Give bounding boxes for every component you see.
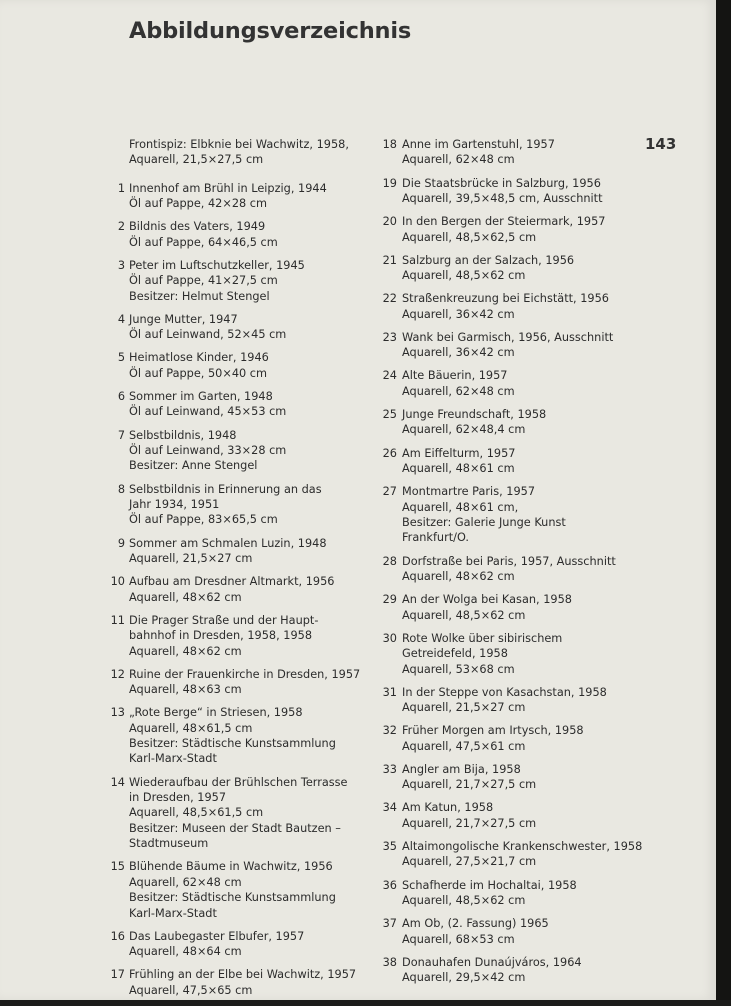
entry-line: Aquarell, 21,5×27,5 cm xyxy=(129,153,264,167)
list-item xyxy=(370,176,640,207)
entry-number: 31 xyxy=(382,685,397,699)
list-item xyxy=(104,389,366,420)
list-item xyxy=(104,312,366,343)
entry-line: Besitzer: Galerie Junge Kunst xyxy=(402,515,566,529)
entry-line: Aquarell, 48×64 cm xyxy=(129,945,242,959)
entry-line: In den Bergen der Steiermark, 1957 xyxy=(402,215,606,229)
entry-line: Aquarell, 62×48 cm xyxy=(129,875,242,889)
entry-line: Aufbau am Dresdner Altmarkt, 1956 xyxy=(129,575,335,589)
entry-number: 25 xyxy=(382,408,397,422)
list-item xyxy=(104,428,366,474)
entry-line: Früher Morgen am Irtysch, 1958 xyxy=(402,724,584,738)
entry-number: 38 xyxy=(382,955,397,969)
entry-number: 36 xyxy=(382,878,397,892)
entry-number: 15 xyxy=(110,860,125,874)
left-entry-list xyxy=(104,181,366,998)
entry-line: Besitzer: Museen der Stadt Bautzen – xyxy=(129,821,341,835)
entry-number: 7 xyxy=(117,428,125,442)
entry-line: Donauhafen Dunaújváros, 1964 xyxy=(402,955,582,969)
entry-line: Altaimongolische Krankenschwester, 1958 xyxy=(402,840,643,853)
entry-line: Aquarell, 48,5×62,5 cm xyxy=(402,230,537,244)
list-item xyxy=(104,350,366,381)
entry-line: Öl auf Pappe, 83×65,5 cm xyxy=(129,513,278,527)
entry-line: Peter im Luftschutzkeller, 1945 xyxy=(129,258,305,272)
list-item xyxy=(370,214,640,245)
page-edge xyxy=(716,0,731,1000)
entry-line: Selbstbildnis, 1948 xyxy=(129,428,237,442)
entry-number: 37 xyxy=(382,917,397,931)
entry-number: 24 xyxy=(382,369,397,383)
entry-line: Wiederaufbau der Brühlschen Terrasse xyxy=(129,775,348,789)
list-item xyxy=(370,330,640,361)
list-item xyxy=(370,916,640,947)
list-item xyxy=(104,482,366,528)
entry-line: Öl auf Pappe, 64×46,5 cm xyxy=(129,235,278,249)
entry-line: Getreidefeld, 1958 xyxy=(402,647,508,661)
list-item xyxy=(370,592,640,623)
entry-number: 33 xyxy=(382,762,397,776)
entry-line: Heimatlose Kinder, 1946 xyxy=(129,351,269,365)
entry-line: Aquarell, 39,5×48,5 cm, Ausschnitt xyxy=(402,191,603,205)
entry-line: Aquarell, 68×53 cm xyxy=(402,932,515,946)
entry-number: 4 xyxy=(117,312,125,326)
list-item xyxy=(370,631,640,677)
entry-line: Innenhof am Brühl in Leipzig, 1944 xyxy=(129,181,327,195)
entry-line: An der Wolga bei Kasan, 1958 xyxy=(402,593,572,607)
entry-number: 19 xyxy=(382,176,397,190)
page-number: 143 xyxy=(645,135,677,153)
list-item xyxy=(104,859,366,921)
entry-line: Straßenkreuzung bei Eichstätt, 1956 xyxy=(402,292,609,306)
list-item xyxy=(370,253,640,284)
entry-line: In der Steppe von Kasachstan, 1958 xyxy=(402,685,607,699)
entry-line: Aquarell, 48×63 cm xyxy=(129,683,242,697)
list-item xyxy=(370,762,640,793)
list-item xyxy=(370,407,640,438)
entry-line: Frühling an der Elbe bei Wachwitz, 1957 xyxy=(129,968,357,982)
entry-line: Aquarell, 48,5×62 cm xyxy=(402,893,526,907)
entry-line: Öl auf Pappe, 41×27,5 cm xyxy=(129,274,278,288)
entry-line: Aquarell, 29,5×42 cm xyxy=(402,971,526,985)
entry-line: Öl auf Pappe, 42×28 cm xyxy=(129,197,267,211)
entry-line: Angler am Bija, 1958 xyxy=(402,762,521,776)
entry-line: Die Staatsbrücke in Salzburg, 1956 xyxy=(402,176,601,190)
entry-line: Aquarell, 47,5×65 cm xyxy=(129,983,253,997)
entry-number: 3 xyxy=(117,258,125,272)
entry-number: 5 xyxy=(117,351,125,365)
frontispiece-entry xyxy=(104,137,366,168)
list-item xyxy=(370,800,640,831)
entry-line: Ruine der Frauenkirche in Dresden, 1957 xyxy=(129,667,361,681)
list-item xyxy=(370,554,640,585)
entry-line: Am Eiffelturm, 1957 xyxy=(402,446,516,460)
list-item xyxy=(370,839,643,870)
entry-line: Bildnis des Vaters, 1949 xyxy=(129,220,266,234)
entry-line: Aquarell, 48×61 cm, xyxy=(402,500,519,514)
entry-line: Öl auf Pappe, 50×40 cm xyxy=(129,366,267,380)
entry-line: Am Katun, 1958 xyxy=(402,801,494,815)
entry-line: Karl-Marx-Stadt xyxy=(129,906,217,920)
entry-number: 22 xyxy=(382,292,397,306)
entry-line: Aquarell, 21,7×27,5 cm xyxy=(402,816,537,830)
entry-line: Aquarell, 62×48 cm xyxy=(402,384,515,398)
entry-number: 29 xyxy=(382,593,397,607)
page-title: Abbildungsverzeichnis xyxy=(129,18,412,44)
list-item xyxy=(370,723,640,754)
entry-line: Aquarell, 47,5×61 cm xyxy=(402,739,526,753)
entry-number: 6 xyxy=(117,390,125,404)
entry-line: Aquarell, 48×62 cm xyxy=(402,569,515,583)
entry-line: Junge Freundschaft, 1958 xyxy=(402,408,547,422)
entry-line: Rote Wolke über sibirischem xyxy=(402,631,563,645)
entry-number: 27 xyxy=(382,485,397,499)
entry-number: 8 xyxy=(117,482,125,496)
entry-line: Aquarell, 36×42 cm xyxy=(402,346,515,360)
entry-number: 11 xyxy=(110,613,125,627)
entry-line: Anne im Gartenstuhl, 1957 xyxy=(402,138,555,151)
entry-line: Junge Mutter, 1947 xyxy=(129,312,238,326)
entry-line: Aquarell, 27,5×21,7 cm xyxy=(402,855,537,869)
entry-line: Jahr 1934, 1951 xyxy=(129,498,220,511)
entry-line: Aquarell, 48×61,5 cm xyxy=(129,721,253,735)
entry-number: 21 xyxy=(382,253,397,267)
entry-line: Selbstbildnis in Erinnerung an das xyxy=(129,482,322,496)
entry-line: Aquarell, 62×48 cm xyxy=(402,153,515,167)
list-item xyxy=(104,705,366,767)
entry-line: Aquarell, 21,5×27 cm xyxy=(402,701,526,715)
entry-line: bahnhof in Dresden, 1958, 1958 xyxy=(129,629,313,643)
entry-number: 20 xyxy=(382,215,397,229)
list-item xyxy=(370,291,640,322)
list-item xyxy=(370,484,640,546)
entry-line: Aquarell, 48,5×61,5 cm xyxy=(129,806,264,820)
entry-line: Öl auf Leinwand, 52×45 cm xyxy=(129,328,287,342)
entry-number: 18 xyxy=(382,138,397,151)
entry-line: Dorfstraße bei Paris, 1957, Ausschnitt xyxy=(402,554,616,568)
entry-line: Besitzer: Helmut Stengel xyxy=(129,289,270,303)
list-item xyxy=(104,181,366,212)
entry-line: „Rote Berge“ in Striesen, 1958 xyxy=(129,706,303,720)
entry-number: 14 xyxy=(110,775,125,789)
entry-line: Aquarell, 48×62 cm xyxy=(129,644,242,658)
entry-number: 9 xyxy=(117,536,125,550)
entry-number: 26 xyxy=(382,446,397,460)
entry-line: Blühende Bäume in Wachwitz, 1956 xyxy=(129,860,333,874)
right-entry-list xyxy=(370,137,643,986)
entry-number: 13 xyxy=(110,706,125,720)
entry-line: Montmartre Paris, 1957 xyxy=(402,485,536,499)
entry-number: 17 xyxy=(110,968,125,982)
entry-line: Aquarell, 21,5×27 cm xyxy=(129,551,253,565)
list-item xyxy=(370,685,640,716)
entry-line: Aquarell, 48,5×62 cm xyxy=(402,608,526,622)
list-item xyxy=(104,574,366,605)
entry-line: Öl auf Leinwand, 45×53 cm xyxy=(129,405,287,419)
list-item xyxy=(104,929,366,960)
list-item xyxy=(104,219,366,250)
entry-line: Die Prager Straße und der Haupt- xyxy=(129,613,319,627)
entry-number: 30 xyxy=(382,631,397,645)
entry-line: Das Laubegaster Elbufer, 1957 xyxy=(129,929,305,943)
list-item xyxy=(104,667,366,698)
entry-line: Besitzer: Städtische Kunstsammlung xyxy=(129,891,336,905)
entry-line: Aquarell, 48,5×62 cm xyxy=(402,269,526,283)
list-item xyxy=(370,368,640,399)
entry-line: Aquarell, 62×48,4 cm xyxy=(402,423,526,437)
entry-number: 16 xyxy=(110,929,125,943)
entry-line: Aquarell, 48×62 cm xyxy=(129,590,242,604)
entry-line: Frontispiz: Elbknie bei Wachwitz, 1958, xyxy=(129,138,349,151)
entry-line: Besitzer: Anne Stengel xyxy=(129,459,258,473)
entry-line: Stadtmuseum xyxy=(129,837,209,851)
list-item xyxy=(104,613,366,659)
entry-number: 34 xyxy=(382,801,397,815)
list-item xyxy=(370,878,640,909)
list-item xyxy=(370,446,640,477)
list-item xyxy=(370,955,640,986)
entry-line: Frankfurt/O. xyxy=(402,531,469,545)
entry-number: 1 xyxy=(117,181,125,195)
list-item xyxy=(104,258,366,304)
entry-number: 28 xyxy=(382,554,397,568)
entry-line: Aquarell, 36×42 cm xyxy=(402,307,515,321)
entry-number: 2 xyxy=(117,220,125,234)
entry-line: Salzburg an der Salzach, 1956 xyxy=(402,253,575,267)
entry-line: Schafherde im Hochaltai, 1958 xyxy=(402,878,577,892)
entry-line: Aquarell, 53×68 cm xyxy=(402,662,515,676)
list-item xyxy=(370,137,640,168)
list-item xyxy=(104,775,366,852)
entry-line: Öl auf Leinwand, 33×28 cm xyxy=(129,444,287,458)
entry-line: Am Ob, (2. Fassung) 1965 xyxy=(402,917,549,931)
entry-line: Alte Bäuerin, 1957 xyxy=(402,369,508,383)
entry-number: 10 xyxy=(110,575,125,589)
entry-line: Karl-Marx-Stadt xyxy=(129,752,217,766)
list-item xyxy=(104,967,366,998)
left-column xyxy=(104,137,366,1006)
list-item xyxy=(104,536,366,567)
entry-line: Besitzer: Städtische Kunstsammlung xyxy=(129,737,336,751)
right-column xyxy=(370,137,643,993)
entry-number: 23 xyxy=(382,330,397,344)
entry-line: Wank bei Garmisch, 1956, Ausschnitt xyxy=(402,330,614,344)
entry-number: 12 xyxy=(110,667,125,681)
entry-line: Sommer im Garten, 1948 xyxy=(129,390,273,404)
entry-line: Sommer am Schmalen Luzin, 1948 xyxy=(129,536,327,550)
entry-line: Aquarell, 21,7×27,5 cm xyxy=(402,778,537,792)
entry-line: in Dresden, 1957 xyxy=(129,791,227,805)
entry-line: Aquarell, 48×61 cm xyxy=(402,462,515,476)
entry-number: 35 xyxy=(382,840,397,853)
entry-number: 32 xyxy=(382,724,397,738)
